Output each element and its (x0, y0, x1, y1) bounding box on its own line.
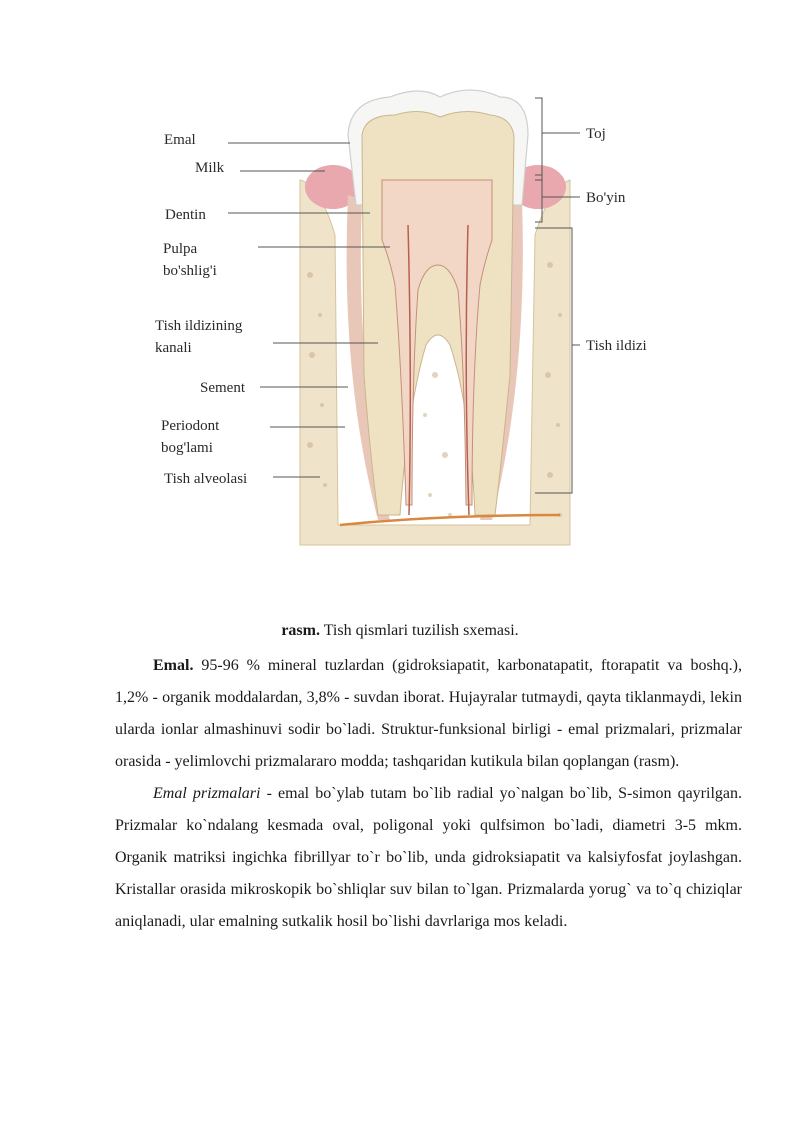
label-pulpa: Pulpa (163, 241, 198, 257)
caption-text: Tish qismlari tuzilish sxemasi. (319, 622, 519, 639)
paragraph-prizmalar-term: Emal prizmalari (153, 785, 261, 802)
paragraph-emal-heading: Emal. (153, 657, 194, 674)
paragraph-emal (115, 650, 742, 778)
nerve-base (340, 515, 560, 525)
label-alveola: Tish alveolasi (164, 471, 248, 487)
label-periodont-2: bog'lami (161, 440, 213, 456)
paragraph-prizmalar (115, 778, 742, 938)
tooth-diagram (150, 75, 670, 555)
paragraph-emal-text: 95-96 % mineral tuzlardan (gidroksiapatit, karbonatapatit, ftorapatit va boshq.), 1,2% - organik moddalardan, 3,8% - suvdan iborat. Hujayralar tutmaydi, qayta tiklanmaydi, lekin ularda ionlar almashinuvi sodir bo`ladi. Struktur-funksional birligi - emal prizmalari, prizmalar orasida - yelimlovchi prizmalararo modda; tashqaridan kutikula bilan qoplangan (rasm). (115, 657, 742, 770)
caption-bold: rasm. (281, 622, 320, 639)
label-sement: Sement (200, 380, 245, 396)
label-boyin: Bo'yin (586, 190, 626, 206)
label-pulpa-2: bo'shlig'i (163, 263, 217, 279)
label-toj: Toj (586, 126, 606, 142)
label-milk: Milk (195, 160, 225, 176)
body-text (115, 650, 742, 938)
paragraph-prizmalar-text: - emal bo`ylab tutam bo`lib radial yo`nalgan bo`lib, S-simon qayrilgan. Prizmalar ko`ndalang kesmada oval, poligonal yoki qulfsimon bo`ladi, diametri 3-5 mkm. Organik matriksi ingichka fibrillyar to`r bo`lib, unda gidroksiapatit va kalsiyfosfat joylashgan. Kristallar orasida mikroskopik bo`shliqlar suv bilan to`lgan. Prizmalarda yorug` va to`q chiziqlar aniqlanadi, ular emalning sutkalik hosil bo`lishi davrlariga mos keladi. (115, 785, 742, 930)
label-emal: Emal (164, 132, 196, 148)
label-dentin: Dentin (165, 207, 206, 223)
label-root-canal: Tish ildizining (155, 318, 243, 334)
label-tish-ildizi: Tish ildizi (586, 338, 647, 354)
label-periodont: Periodont (161, 418, 220, 434)
dentin (362, 111, 514, 515)
figure-caption (0, 620, 800, 642)
label-root-canal-2: kanali (155, 340, 192, 356)
tooth-diagram-svg (150, 75, 670, 555)
